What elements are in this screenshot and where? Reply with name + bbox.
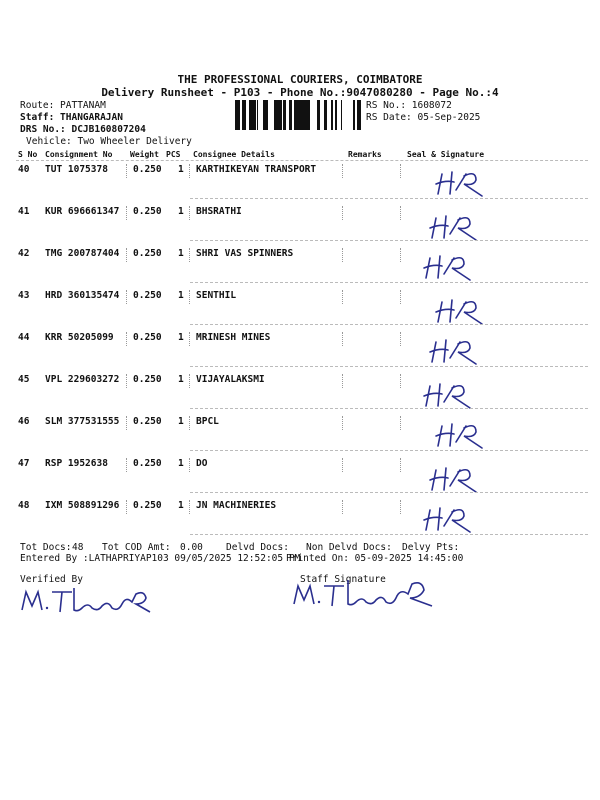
column-separator bbox=[400, 290, 401, 304]
barcode-bar bbox=[239, 100, 240, 130]
cell-pcs: 1 bbox=[178, 332, 184, 343]
barcode-bar bbox=[254, 100, 256, 130]
table-row bbox=[0, 330, 600, 372]
cell-consignee: DO bbox=[196, 458, 208, 469]
cell-sno: 41 bbox=[18, 206, 30, 217]
column-separator bbox=[342, 500, 343, 514]
table-row bbox=[0, 288, 600, 330]
barcode-bar bbox=[357, 100, 358, 130]
col-weight: Weight bbox=[130, 150, 159, 159]
tot-cod-label: Tot COD Amt: bbox=[102, 542, 171, 553]
barcode-bar bbox=[257, 100, 258, 130]
row-divider bbox=[190, 324, 588, 325]
delivery-signature bbox=[432, 296, 492, 326]
column-separator bbox=[400, 416, 401, 430]
barcode-bar bbox=[358, 100, 361, 130]
cell-weight: 0.250 bbox=[133, 332, 162, 343]
printed-on: Printed On: 05-09-2025 14:45:00 bbox=[286, 553, 464, 564]
vehicle: Vehicle: Two Wheeler Delivery bbox=[26, 136, 192, 147]
col-pcs: PCS bbox=[166, 150, 181, 159]
barcode-bar bbox=[289, 100, 292, 130]
row-divider bbox=[190, 534, 588, 535]
column-separator bbox=[342, 164, 343, 178]
rs-number: RS No.: 1608072 bbox=[366, 100, 452, 111]
barcode-bar bbox=[299, 100, 302, 130]
cell-pcs: 1 bbox=[178, 290, 184, 301]
cell-pcs: 1 bbox=[178, 374, 184, 385]
cell-weight: 0.250 bbox=[133, 248, 162, 259]
column-separator bbox=[126, 416, 127, 430]
barcode-bar bbox=[263, 100, 265, 130]
cell-consignment: HRD 360135474 bbox=[45, 290, 120, 301]
cell-pcs: 1 bbox=[178, 416, 184, 427]
verified-by-label: Verified By bbox=[20, 574, 83, 585]
cell-weight: 0.250 bbox=[133, 374, 162, 385]
column-separator bbox=[342, 416, 343, 430]
column-separator bbox=[126, 332, 127, 346]
table-row bbox=[0, 456, 600, 498]
barcode-bar bbox=[276, 100, 279, 130]
cell-weight: 0.250 bbox=[133, 416, 162, 427]
cell-sno: 47 bbox=[18, 458, 30, 469]
barcode-bar bbox=[336, 100, 337, 130]
cell-sno: 42 bbox=[18, 248, 30, 259]
barcode-bar bbox=[235, 100, 237, 130]
cell-weight: 0.250 bbox=[133, 290, 162, 301]
column-separator bbox=[126, 248, 127, 262]
verified-by-signature bbox=[18, 582, 158, 618]
delivery-signature bbox=[420, 252, 480, 282]
cell-weight: 0.250 bbox=[133, 458, 162, 469]
cell-pcs: 1 bbox=[178, 164, 184, 175]
row-divider bbox=[190, 450, 588, 451]
cell-weight: 0.250 bbox=[133, 500, 162, 511]
column-separator bbox=[126, 206, 127, 220]
runsheet-subtitle: Delivery Runsheet - P103 - Phone No.:9047080280 - Page No.:4 bbox=[101, 86, 499, 99]
delivery-signature bbox=[420, 380, 480, 410]
col-sno: S No bbox=[18, 150, 38, 159]
cell-pcs: 1 bbox=[178, 206, 184, 217]
cell-consignment: SLM 377531555 bbox=[45, 416, 120, 427]
column-separator bbox=[342, 332, 343, 346]
delivery-signature bbox=[432, 420, 492, 450]
row-divider bbox=[190, 198, 588, 199]
cell-sno: 48 bbox=[18, 500, 30, 511]
cell-consignee: MRINESH MINES bbox=[196, 332, 271, 343]
barcode-bar bbox=[294, 100, 296, 130]
column-separator bbox=[400, 248, 401, 262]
cell-consignee: BHSRATHI bbox=[196, 206, 242, 217]
cell-consignment: KUR 696661347 bbox=[45, 206, 120, 217]
barcode-bar bbox=[302, 100, 303, 130]
column-separator bbox=[189, 248, 190, 262]
column-separator bbox=[126, 290, 127, 304]
cell-pcs: 1 bbox=[178, 248, 184, 259]
delivery-signature bbox=[426, 212, 486, 242]
column-separator bbox=[189, 500, 190, 514]
table-row bbox=[0, 162, 600, 204]
column-separator bbox=[126, 164, 127, 178]
table-row bbox=[0, 372, 600, 414]
barcode-bar bbox=[251, 100, 254, 130]
entered-by: Entered By :LATHAPRIYAP103 09/05/2025 12:52:05 PM bbox=[20, 553, 301, 564]
cell-consignment: TMG 200787404 bbox=[45, 248, 120, 259]
column-separator bbox=[126, 458, 127, 472]
non-delvd-docs: Non Delvd Docs: bbox=[306, 542, 392, 553]
tot-docs-value: 48 bbox=[72, 542, 84, 553]
cell-consignment: VPL 229603272 bbox=[45, 374, 120, 385]
table-row bbox=[0, 414, 600, 456]
table-row bbox=[0, 246, 600, 288]
row-divider bbox=[190, 282, 588, 283]
barcode-bar bbox=[308, 100, 310, 130]
barcode-bar bbox=[306, 100, 308, 130]
barcode-bar bbox=[245, 100, 246, 130]
column-separator bbox=[400, 164, 401, 178]
column-separator bbox=[189, 416, 190, 430]
column-separator bbox=[342, 374, 343, 388]
cell-consignee: SENTHIL bbox=[196, 290, 237, 301]
column-separator bbox=[400, 332, 401, 346]
table-row bbox=[0, 498, 600, 540]
cell-sno: 43 bbox=[18, 290, 30, 301]
delivery-signature bbox=[426, 336, 486, 366]
barcode-bar bbox=[249, 100, 251, 130]
column-separator bbox=[342, 248, 343, 262]
cell-consignment: IXM 508891296 bbox=[45, 500, 120, 511]
table-row bbox=[0, 204, 600, 246]
cell-consignee: VIJAYALAKSMI bbox=[196, 374, 265, 385]
col-signature: Seal & Signature bbox=[407, 150, 485, 159]
column-separator bbox=[342, 290, 343, 304]
drs-number: DRS No.: DCJB160807204 bbox=[20, 124, 146, 135]
barcode-bar bbox=[274, 100, 276, 130]
row-divider bbox=[190, 240, 588, 241]
column-separator bbox=[126, 374, 127, 388]
barcode-bar bbox=[242, 100, 245, 130]
delivery-signature bbox=[432, 168, 492, 198]
barcode-bar bbox=[265, 100, 266, 130]
delvy-pts: Delvy Pts: bbox=[402, 542, 460, 553]
barcode-bar bbox=[341, 100, 342, 130]
tot-cod-value: 0.00 bbox=[180, 542, 203, 553]
column-separator bbox=[400, 458, 401, 472]
cell-consignment: TUT 1075378 bbox=[45, 164, 108, 175]
tot-docs-label: Tot Docs: bbox=[20, 542, 72, 553]
cell-weight: 0.250 bbox=[133, 206, 162, 217]
col-consignment: Consignment No bbox=[45, 150, 113, 159]
column-separator bbox=[189, 332, 190, 346]
cell-consignee: KARTHIKEYAN TRANSPORT bbox=[196, 164, 317, 175]
column-separator bbox=[342, 458, 343, 472]
column-separator bbox=[126, 500, 127, 514]
col-remarks: Remarks bbox=[348, 150, 382, 159]
rs-date: RS Date: 05-Sep-2025 bbox=[366, 112, 481, 123]
barcode-bar bbox=[303, 100, 306, 130]
column-separator bbox=[400, 374, 401, 388]
delivery-signature bbox=[420, 504, 480, 534]
column-separator bbox=[189, 206, 190, 220]
column-separator bbox=[342, 206, 343, 220]
cell-sno: 46 bbox=[18, 416, 30, 427]
barcode-bar bbox=[296, 100, 299, 130]
row-divider bbox=[190, 492, 588, 493]
route: Route: PATTANAM bbox=[20, 100, 106, 111]
cell-sno: 44 bbox=[18, 332, 30, 343]
barcode-bar bbox=[266, 100, 268, 130]
cell-pcs: 1 bbox=[178, 458, 184, 469]
column-separator bbox=[400, 206, 401, 220]
staff-signature bbox=[290, 576, 440, 612]
cell-consignee: SHRI VAS SPINNERS bbox=[196, 248, 294, 259]
column-separator bbox=[189, 374, 190, 388]
barcode bbox=[235, 100, 363, 130]
cell-consignee: BPCL bbox=[196, 416, 219, 427]
barcode-bar bbox=[317, 100, 320, 130]
barcode-bar bbox=[335, 100, 336, 130]
staff: Staff: THANGARAJAN bbox=[20, 112, 123, 123]
column-separator bbox=[400, 500, 401, 514]
barcode-bar bbox=[279, 100, 282, 130]
barcode-bar bbox=[283, 100, 286, 130]
cell-sno: 45 bbox=[18, 374, 30, 385]
column-separator bbox=[189, 458, 190, 472]
barcode-bar bbox=[331, 100, 333, 130]
cell-sno: 40 bbox=[18, 164, 30, 175]
header-divider bbox=[16, 160, 588, 161]
cell-pcs: 1 bbox=[178, 500, 184, 511]
barcode-bar bbox=[353, 100, 355, 130]
barcode-bar bbox=[237, 100, 239, 130]
column-separator bbox=[189, 290, 190, 304]
cell-weight: 0.250 bbox=[133, 164, 162, 175]
column-separator bbox=[189, 164, 190, 178]
row-divider bbox=[190, 366, 588, 367]
row-divider bbox=[190, 408, 588, 409]
cell-consignee: JN MACHINERIES bbox=[196, 500, 277, 511]
col-consignee: Consignee Details bbox=[193, 150, 275, 159]
delvd-docs: Delvd Docs: bbox=[226, 542, 289, 553]
staff-signature-label: Staff Signature bbox=[300, 574, 386, 585]
barcode-bar bbox=[324, 100, 327, 130]
delivery-signature bbox=[426, 464, 486, 494]
company-title: THE PROFESSIONAL COURIERS, COIMBATORE bbox=[177, 73, 423, 86]
cell-consignment: KRR 50205099 bbox=[45, 332, 114, 343]
cell-consignment: RSP 1952638 bbox=[45, 458, 108, 469]
